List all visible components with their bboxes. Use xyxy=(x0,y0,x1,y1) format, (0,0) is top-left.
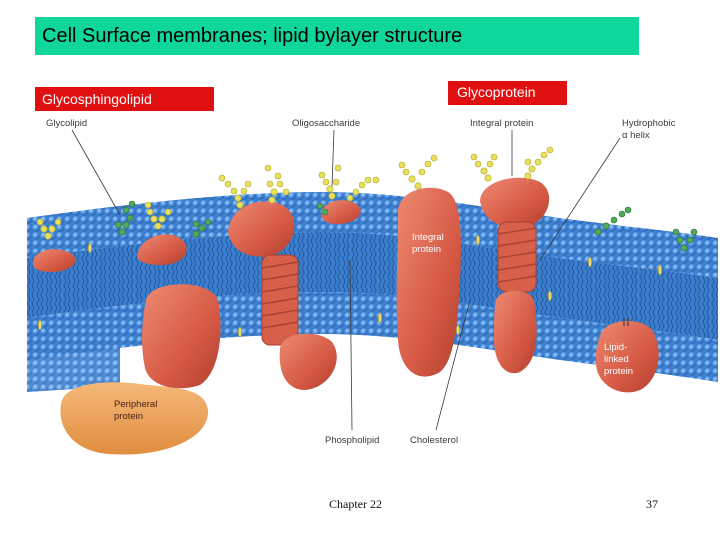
label-phospholipid: Phospholipid xyxy=(325,435,380,446)
label-integral-protein-top: Integral protein xyxy=(470,118,534,129)
glycoprotein-bottom xyxy=(494,291,537,373)
label-cholesterol: Cholesterol xyxy=(410,435,459,446)
label-integral-inner-line1: Integral xyxy=(412,232,444,243)
glycoprotein-label: Glycoprotein xyxy=(448,81,567,105)
label-peripheral-line2: protein xyxy=(114,411,144,422)
label-hydrophobic-line1: Hydrophobic xyxy=(622,118,676,129)
label-hydrophobic-line2: α helix xyxy=(622,130,650,141)
transmembrane-protein-left xyxy=(142,284,221,388)
glycoprotein-helix xyxy=(498,222,536,292)
slide-title: Cell Surface membranes; lipid bylayer structure xyxy=(35,17,639,55)
label-oligosaccharide: Oligosaccharide xyxy=(292,118,361,129)
label-lipid-linked-line3: protein xyxy=(604,366,634,377)
glycosphingolipid-label: Glycosphingolipid xyxy=(35,87,214,111)
helix-protein-left xyxy=(262,255,298,345)
label-peripheral-line1: Peripheral xyxy=(114,399,158,410)
page-number: 37 xyxy=(646,497,658,511)
label-integral-inner-line2: protein xyxy=(412,244,442,255)
integral-protein-large xyxy=(397,188,461,377)
label-lipid-linked-line2: linked xyxy=(604,354,629,365)
label-glycolipid: Glycolipid xyxy=(46,118,88,129)
footer-chapter: Chapter 22 xyxy=(329,497,382,511)
label-lipid-linked-line1: Lipid- xyxy=(604,342,628,353)
